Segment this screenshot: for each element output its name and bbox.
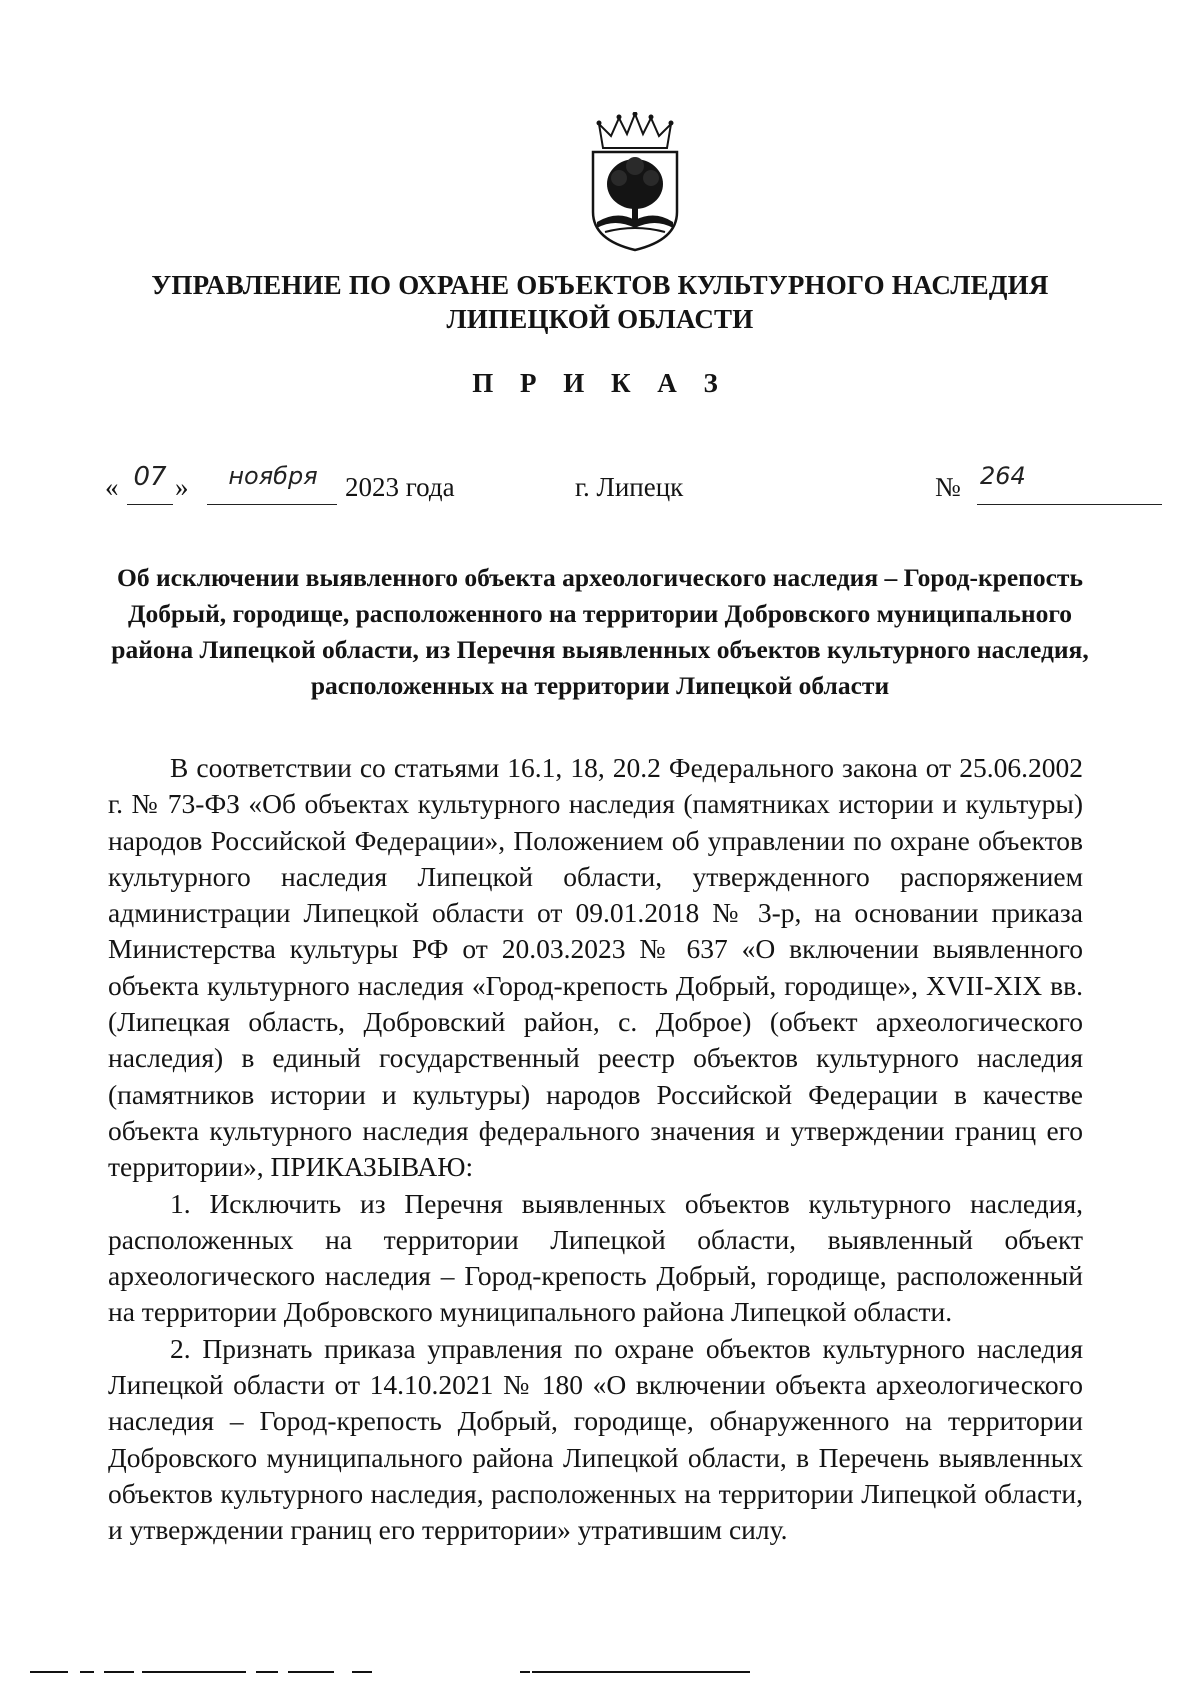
date-year: 2023 года (345, 472, 455, 502)
footer-scan-line (80, 1671, 94, 1673)
order-item-2: 2. Признать приказа управления по охране объектов культурного наследия Липецкой области от 14.10.2021 № 180 «О включении объекта археологического наследия – Город-крепость Добрый, городище, обнаруженного на территории Добровского муниципального района Липецкой области, в Перечень выявленных объектов культурного наследия, расположенных на территории Липецкой области, и утверждении границ его территории» утратившим силу. (108, 1332, 1083, 1546)
city-name: г. Липецк (575, 472, 684, 502)
footer-scan-line (288, 1671, 334, 1673)
footer-scan-line (256, 1671, 278, 1673)
date-quote-open: « (105, 472, 119, 502)
number-underline (977, 504, 1162, 505)
preamble-paragraph: В соответствии со статьями 16.1, 18, 20.2 Федерального закона от 25.06.2002 г. № 73-ФЗ «Об объектах культурного наследия (памятниках истории и культуры) народов Российской Федерации», Положением об управлении по охране объектов культурного наследия Липецкой области, утвержденного распоряжением администрации Липецкой области от 09.01.2018 № 3-р, на основании приказа Министерства культуры РФ от 20.03.2023 № 637 «О включении выявленного объекта культурного наследия «Город-крепость Добрый, городище», XVII-XIX вв. (Липецкая область, Добровский район, с. Доброе) (объект археологического наследия) в единый государственный реестр объектов культурного наследия (памятников истории и культуры) народов Российской Федерации в качестве объекта культурного наследия федерального значения и утверждении границ его территории», ПРИКАЗЫВАЮ: (108, 752, 1083, 1183)
order-number-handwritten: 264 (980, 462, 1026, 490)
document-body (108, 750, 1083, 1549)
footer-scan-line (30, 1671, 68, 1673)
coat-of-arms-emblem (585, 112, 685, 252)
date-quote-close: » (175, 472, 189, 502)
footer-scan-line (104, 1671, 134, 1673)
date-number-line (105, 460, 1165, 510)
crown-icon (599, 114, 671, 148)
day-underline (127, 504, 173, 505)
organization-name: УПРАВЛЕНИЕ ПО ОХРАНЕ ОБЪЕКТОВ КУЛЬТУРНОГО НАСЛЕДИЯ ЛИПЕЦКОЙ ОБЛАСТИ (151, 270, 1049, 334)
date-month-handwritten: ноября (228, 462, 318, 490)
month-underline (207, 504, 337, 505)
footer-scan-line (532, 1671, 750, 1673)
document-type-heading: П Р И К А З (472, 368, 728, 398)
date-day-handwritten: 07 (133, 462, 167, 492)
footer-scan-line (520, 1671, 530, 1673)
document-title: Об исключении выявленного объекта археологического наследия – Город-крепость Добрый, городище, расположенного на территории Добровского муниципального района Липецкой области, из Перечня выявленных объектов культурного наследия, расположенных на территории Липецкой области (111, 563, 1089, 700)
footer-scan-line (142, 1671, 246, 1673)
footer-scan-line (352, 1671, 372, 1673)
number-sign: № (935, 472, 961, 502)
order-item-1: 1. Исключить из Перечня выявленных объектов культурного наследия, расположенных на территории Липецкой области, выявленный объект археологического наследия – Город-крепость Добрый, городище, расположенный на территории Добровского муниципального района Липецкой области. (108, 1187, 1083, 1328)
